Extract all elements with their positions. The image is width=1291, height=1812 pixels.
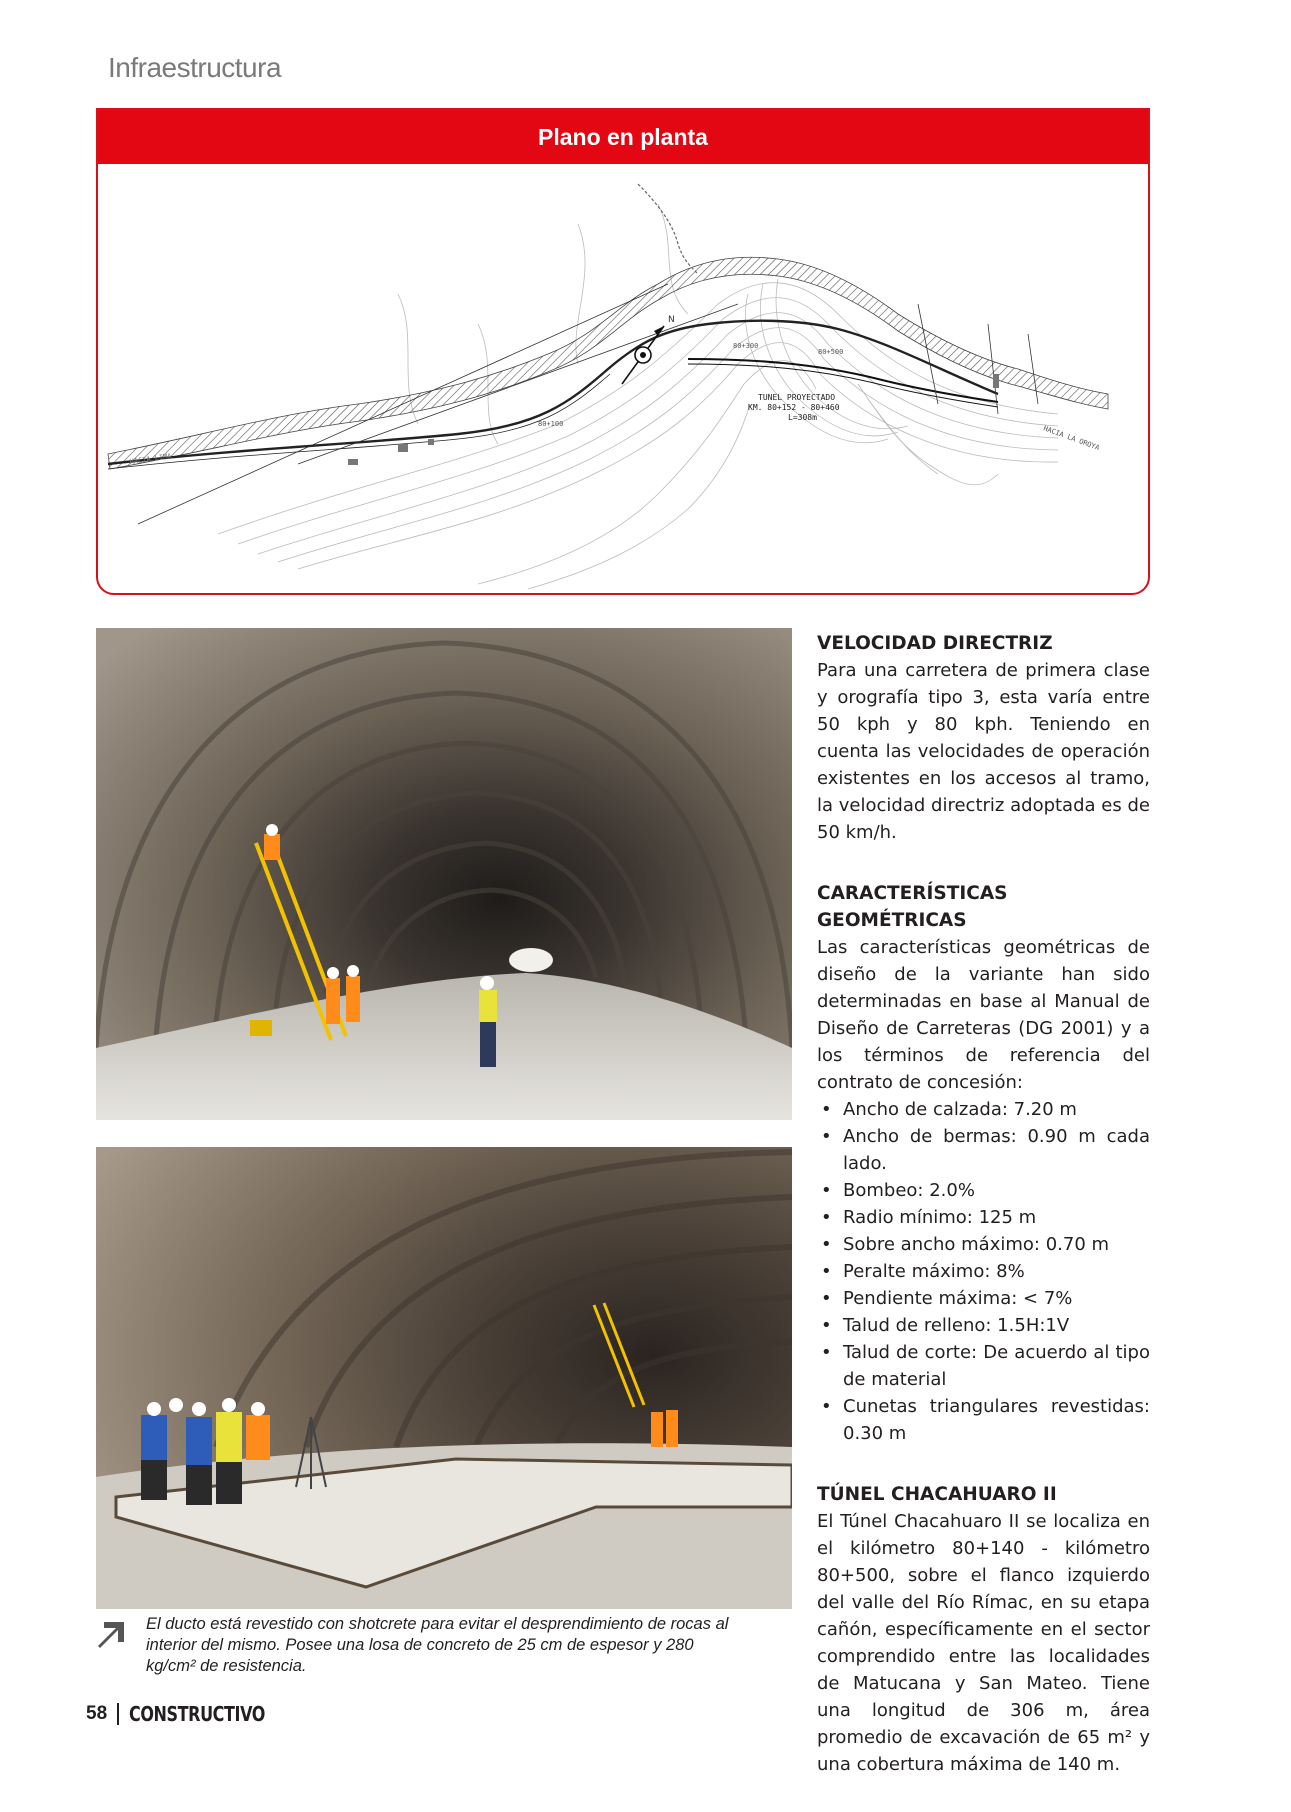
section-title: Infraestructura [108, 52, 282, 83]
station-label: 80+100 [538, 420, 564, 428]
tunnel-km-label: KM. 80+152 - 80+460 [748, 403, 840, 412]
list-item: • Talud de relleno: 1.5H:1V [817, 1312, 1150, 1339]
footer-divider [117, 1703, 119, 1725]
section-tunel [817, 1481, 1150, 1778]
list-item: • Pendiente máxima: < 7% [817, 1285, 1150, 1312]
station-label: 80+300 [733, 342, 759, 350]
plan-title: Plano en planta [98, 110, 1148, 164]
section-heading: TÚNEL CHACAHUARO II [817, 1484, 1057, 1505]
station-label: 80+500 [818, 348, 844, 356]
photo-caption: El ducto está revestido con shotcrete para evitar el desprendimiento de rocas al interior del mismo. Posee una losa de concreto de 25 cm de espesor y 280 kg/cm² de resistencia. [146, 1615, 729, 1675]
list-item: • Bombeo: 2.0% [817, 1177, 1150, 1204]
tunnel-photo-2 [96, 1147, 792, 1609]
direction-label: HACIA LIMA [129, 452, 173, 466]
tunnel-length-label: L=308m [788, 413, 817, 422]
list-item: • Radio mínimo: 125 m [817, 1204, 1150, 1231]
section-body: El Túnel Chacahuaro II se localiza en el kilómetro 80+140 - kilómetro 80+500, sobre el flanco izquierdo del valle del Río Rímac, en su etapa cañón, específicamente en el sector comprendido entre las localidades de Matucana y San Mateo. Tiene una longitud de 306 m, área promedio de excavación de 65 m² y una cobertura máxima de 140 m. [817, 1511, 1150, 1775]
page-footer [86, 1702, 299, 1726]
section-caracteristicas [817, 880, 1150, 1447]
plan-figure [96, 108, 1150, 595]
caption-arrow-icon [96, 1618, 130, 1652]
tunnel-label: TUNEL PROYECTADO [758, 393, 836, 402]
list-item: • Cunetas triangulares revestidas: 0.30 m [817, 1393, 1150, 1447]
article-column [817, 630, 1150, 1812]
plan-drawing [98, 164, 1148, 595]
list-item: • Sobre ancho máximo: 0.70 m [817, 1231, 1150, 1258]
page-number: 58 [86, 1703, 108, 1724]
magazine-brand: CONSTRUCTIVO [129, 1702, 266, 1726]
section-body: Para una carretera de primera clase y orografía tipo 3, esta varía entre 50 kph y 80 kph. Teniendo en cuenta las velocidades de operación existentes en los accesos al tramo, la velocidad directriz adoptada es de 50 km/h. [817, 660, 1150, 843]
tunnel-photo-1 [96, 628, 792, 1120]
direction-label: HACIA LA OROYA [1042, 424, 1101, 453]
list-item: • Peralte máximo: 8% [817, 1258, 1150, 1285]
section-heading: VELOCIDAD DIRECTRIZ [817, 633, 1053, 654]
north-arrow-icon [622, 326, 664, 384]
section-body: Las características geométricas de diseño de la variante han sido determinadas en base al Manual de Diseño de Carreteras (DG 2001) y a los términos de referencia del contrato de concesión: [817, 937, 1150, 1093]
section-velocidad [817, 630, 1150, 846]
section-heading: CARACTERÍSTICAS GEOMÉTRICAS [817, 883, 1008, 931]
list-item: • Talud de corte: De acuerdo al tipo de material [817, 1339, 1150, 1393]
spec-list [817, 1096, 1150, 1447]
north-label: N [668, 315, 675, 325]
list-item: • Ancho de bermas: 0.90 m cada lado. [817, 1123, 1150, 1177]
list-item: • Ancho de calzada: 7.20 m [817, 1096, 1150, 1123]
